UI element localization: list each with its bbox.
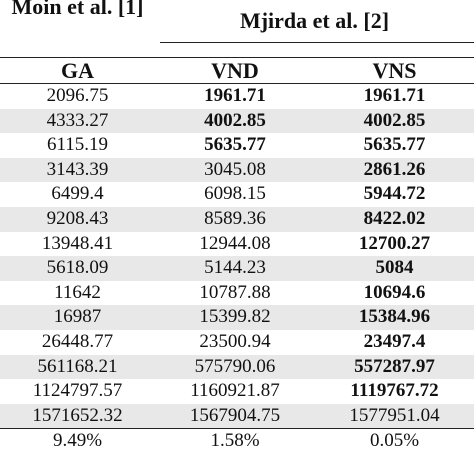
cell-vns: 4002.85 — [363, 109, 426, 131]
cell-ga: 6115.19 — [46, 134, 109, 156]
cell-vnd: 12944.08 — [199, 232, 271, 254]
table-row — [0, 207, 474, 232]
table-row — [0, 404, 474, 429]
table-row — [0, 232, 474, 257]
cell-vns: 12700.27 — [358, 232, 431, 254]
cell-vnd: 5144.23 — [204, 257, 266, 279]
cell-vns: 10694.6 — [363, 281, 426, 303]
cell-vnd: 8589.36 — [204, 207, 266, 229]
table-row — [0, 355, 474, 380]
cell-vns: 557287.97 — [354, 355, 435, 377]
column-headers — [0, 58, 474, 83]
table-row — [0, 330, 474, 355]
table-row — [0, 256, 474, 281]
cell-vns: 23497.4 — [363, 330, 426, 352]
col-header-vns: VNS — [372, 58, 417, 83]
cell-ga: 6499.4 — [51, 183, 104, 205]
cell-ga: 5618.09 — [46, 257, 109, 279]
cell-vnd: 1567904.75 — [189, 404, 281, 426]
cell-ga: 26448.77 — [41, 330, 114, 352]
cell-vnd: 10787.88 — [199, 281, 271, 303]
table-row — [0, 305, 474, 330]
cell-vns: 5944.72 — [363, 183, 426, 205]
cell-vnd: 15399.82 — [199, 306, 271, 328]
cell-vns: 15384.96 — [358, 306, 431, 328]
cell-vns: 2861.26 — [363, 158, 426, 180]
footer-row — [0, 429, 474, 452]
table-row — [0, 182, 474, 207]
cell-vns: 1961.71 — [363, 85, 426, 106]
cell-ga: 2096.75 — [46, 85, 109, 106]
cell-ga: 4333.27 — [46, 109, 109, 131]
cell-ga: 9208.43 — [46, 207, 109, 229]
cell-vnd: 5635.77 — [204, 134, 266, 156]
table-header — [0, 0, 474, 58]
table-row — [0, 158, 474, 183]
cell-vns: 5084 — [375, 257, 414, 279]
cell-ga: 13948.41 — [41, 232, 114, 254]
table-body — [0, 84, 474, 428]
cell-vnd: 6098.15 — [204, 183, 266, 205]
footer-ga: 9.49% — [52, 430, 103, 452]
table-row — [0, 281, 474, 306]
cell-vnd: 1961.71 — [204, 85, 266, 106]
col-header-vnd: VND — [211, 58, 259, 83]
table-row — [0, 379, 474, 404]
table-row — [0, 109, 474, 134]
cell-ga: 3143.39 — [46, 158, 109, 180]
cell-vnd: 23500.94 — [199, 330, 271, 352]
cell-vnd: 575790.06 — [194, 355, 276, 377]
cell-vnd: 3045.08 — [204, 158, 266, 180]
table-row — [0, 133, 474, 158]
cell-ga: 16987 — [53, 306, 102, 328]
cell-ga: 1571652.32 — [32, 404, 123, 426]
moin-header: Moin et al. [1] — [11, 0, 144, 19]
cell-vnd: 4002.85 — [204, 109, 266, 131]
cell-ga: 11642 — [54, 281, 101, 303]
cell-vnd: 1160921.87 — [190, 380, 280, 402]
footer-vnd: 1.58% — [210, 430, 260, 452]
cell-vns: 1577951.04 — [349, 404, 440, 426]
col-header-ga: GA — [61, 58, 94, 83]
cell-vns: 1119767.72 — [350, 380, 439, 402]
table-row — [0, 84, 474, 109]
mjirda-header: Mjirda et al. [2] — [239, 8, 390, 33]
cell-ga: 561168.21 — [37, 355, 118, 377]
cell-vns: 8422.02 — [363, 207, 426, 229]
footer-vns: 0.05% — [369, 430, 420, 452]
mjirda-underline — [160, 42, 474, 43]
cell-ga: 1124797.57 — [32, 380, 123, 402]
cell-vns: 5635.77 — [363, 134, 426, 156]
